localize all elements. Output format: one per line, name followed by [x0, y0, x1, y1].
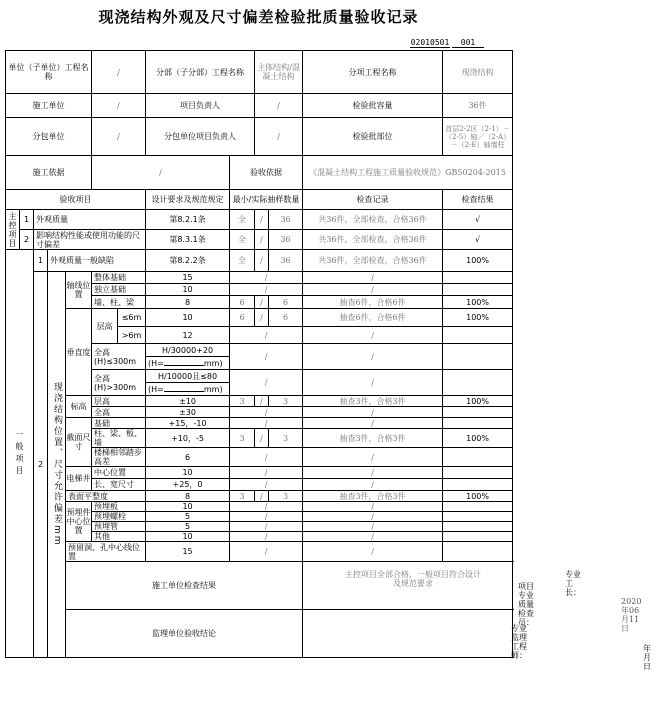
vertical-design: 12: [146, 327, 230, 344]
elevator-design: 10: [146, 467, 230, 479]
record-code: [410, 38, 484, 48]
section-design: +15，-10: [146, 418, 230, 429]
axis-min: 6: [230, 296, 255, 309]
axis-sample: /: [230, 272, 303, 284]
basis-value: /: [92, 156, 230, 190]
axis-label: 轴线位置: [66, 272, 92, 309]
embedded-record: /: [303, 512, 443, 522]
total-height-formula: [146, 357, 230, 370]
flatness-name: 表面平整度: [66, 491, 146, 502]
main-label: 主控项目: [6, 210, 20, 250]
h-open: (H=: [148, 358, 164, 368]
elevator-record: /: [303, 479, 443, 491]
h-open: (H=: [148, 384, 164, 394]
header-row-3: [6, 118, 513, 156]
axis-record: 抽查6件，合格6件: [303, 296, 443, 309]
page-title: 现浇结构外观及尺寸偏差检验批质量验收记录: [98, 8, 419, 26]
item-label: 分项工程名称: [303, 51, 443, 94]
axis-sample: /: [230, 284, 303, 296]
sub-label: 分部（子分部）工程名称: [146, 51, 255, 94]
general-min: 全: [230, 250, 255, 272]
section-record: 抽查3件，合格3件: [303, 429, 443, 448]
general-label: 一般项目: [6, 250, 34, 658]
axis-name: 独立基础: [92, 284, 146, 296]
pm-value: /: [255, 94, 303, 118]
elevation-sample: /: [230, 407, 303, 418]
elevation-name: 层高: [92, 396, 146, 407]
elevation-act: 3: [269, 396, 303, 407]
main-name: 外观质量: [34, 210, 146, 230]
constructor-value: /: [92, 94, 146, 118]
main-act: 36: [269, 230, 303, 250]
elevation-row-1: [6, 396, 513, 407]
sub-pm-label: 分包单位项目负责人: [146, 118, 255, 156]
embedded-design: 5: [146, 522, 230, 532]
elevation-result: [443, 407, 513, 418]
elevator-label: 电梯井: [66, 467, 92, 491]
inspection-table: [5, 50, 657, 671]
subcontractor-label: 分包单位: [6, 118, 92, 156]
embedded-result: [443, 522, 513, 532]
embedded-name: 预埋螺栓: [92, 512, 146, 522]
elevation-label: 标高: [66, 396, 92, 418]
embedded-record: /: [303, 532, 443, 542]
unit-label: 单位（子单位）工程名称: [6, 51, 92, 94]
elevation-min: 3: [230, 396, 255, 407]
embedded-name: 其他: [92, 532, 146, 542]
constructor-label: 施工单位: [6, 94, 92, 118]
basis-label: 施工依据: [6, 156, 92, 190]
embedded-name: 预埋管: [92, 522, 146, 532]
elevation-sep: /: [255, 396, 269, 407]
embedded-sample: /: [230, 532, 303, 542]
total-height-design: H/10000且≤80: [146, 370, 230, 383]
vertical-act: 6: [269, 309, 303, 327]
section-name: 柱、梁、板、墙: [92, 429, 146, 448]
axis-design: 10: [146, 284, 230, 296]
embedded-sample: /: [230, 512, 303, 522]
main-name: 影响结构性能或使用功能的尺寸偏差: [34, 230, 146, 250]
general-no: 1: [34, 250, 48, 272]
flatness-min: 3: [230, 491, 255, 502]
axis-result: 100%: [443, 296, 513, 309]
header-row-1: [6, 51, 513, 94]
section-record: /: [303, 418, 443, 429]
vertical-sample: /: [230, 327, 303, 344]
elevator-name: 长、宽尺寸: [92, 479, 146, 491]
elevator-design: +25，0: [146, 479, 230, 491]
section-record: /: [303, 448, 443, 467]
main-row-1: [6, 210, 513, 230]
subcontractor-value: /: [92, 118, 146, 156]
section-sample: /: [230, 418, 303, 429]
vertical-result: [443, 327, 513, 344]
vertical-name: >6m: [118, 327, 146, 344]
general-no-2: 2: [34, 272, 48, 658]
elevator-record: /: [303, 467, 443, 479]
main-record: 共36件，全部检查，合格36件: [303, 230, 443, 250]
vertical-min: 6: [230, 309, 255, 327]
general-record: 共36件，全部检查，合格36件: [303, 250, 443, 272]
elevation-result: 100%: [443, 396, 513, 407]
foreman-label: 专业工长：: [565, 570, 582, 597]
header-row-4: [6, 156, 513, 190]
item-value: 现浇结构: [443, 51, 513, 94]
axis-result: [443, 284, 513, 296]
axis-record: /: [303, 272, 443, 284]
general-sep: /: [255, 250, 269, 272]
sub-pm-value: /: [255, 118, 303, 156]
total-height-record: /: [303, 370, 443, 396]
total-height-formula: [146, 383, 230, 396]
elevation-design: ±10: [146, 396, 230, 407]
main-no: 1: [20, 210, 34, 230]
accept-basis-label: 验收依据: [230, 156, 303, 190]
story-height-label: 层高: [92, 309, 118, 344]
elevator-result: [443, 467, 513, 479]
col-item: 验收项目: [6, 190, 146, 210]
embedded-design: 10: [146, 532, 230, 542]
main-min: 全: [230, 230, 255, 250]
col-result: 检查结果: [443, 190, 513, 210]
hole-row: [6, 542, 513, 562]
engineer-label: 专业监理工程师：: [511, 624, 528, 660]
main-no: 2: [20, 230, 34, 250]
elevator-name: 中心位置: [92, 467, 146, 479]
section-result: [443, 418, 513, 429]
vertical-design: 10: [146, 309, 230, 327]
section-sep: /: [255, 429, 269, 448]
section-row-1: [6, 418, 513, 429]
embedded-sample: /: [230, 502, 303, 512]
embedded-name: 预埋板: [92, 502, 146, 512]
embedded-design: 5: [146, 512, 230, 522]
flatness-row: [6, 491, 513, 502]
hole-sample: /: [230, 542, 303, 562]
total-height-sample: /: [230, 370, 303, 396]
total-height-record: /: [303, 344, 443, 370]
record-serial: 001: [452, 38, 484, 48]
embedded-row-1: [6, 502, 513, 512]
total-height-name: 全高(H)>300m: [92, 370, 146, 396]
axis-record: /: [303, 284, 443, 296]
main-sep: /: [255, 210, 269, 230]
section-act: 3: [269, 429, 303, 448]
general-name: 外观质量一般缺陷: [48, 250, 146, 272]
main-min: 全: [230, 210, 255, 230]
total-height-result: [443, 370, 513, 396]
elevation-record: 抽查3件，合格3件: [303, 396, 443, 407]
capacity-label: 检验批容量: [303, 94, 443, 118]
embedded-result: [443, 532, 513, 542]
elevator-sample: /: [230, 467, 303, 479]
general-design: 第8.2.2条: [146, 250, 230, 272]
vertical-result: 100%: [443, 309, 513, 327]
total-height-name: 全高(H)≤300m: [92, 344, 146, 370]
flatness-result: 100%: [443, 491, 513, 502]
total-height-sample: /: [230, 344, 303, 370]
header-row-2: [6, 94, 513, 118]
general-row-1: [6, 250, 513, 272]
pm-label: 项目负责人: [146, 94, 255, 118]
capacity-value: 36件: [443, 94, 513, 118]
flatness-record: 抽查3件，合格3件: [303, 491, 443, 502]
supervision-row: [6, 610, 513, 658]
col-sample: 最小/实际抽样数量: [230, 190, 303, 210]
section-min: 3: [230, 429, 255, 448]
construction-text: 主控项目全部合格，一般项目符合设计及规范要求: [345, 570, 482, 588]
hole-record: /: [303, 542, 443, 562]
hole-name: 预留洞、孔中心线位置: [66, 542, 146, 562]
vertical-label: 垂直度: [66, 309, 92, 396]
main-sep: /: [255, 230, 269, 250]
unit-value: /: [92, 51, 146, 94]
vertical-record: /: [303, 327, 443, 344]
part-label: 检验批部位: [303, 118, 443, 156]
section-sample: /: [230, 448, 303, 467]
h-close: mm): [203, 384, 223, 394]
section-label: 截面尺寸: [66, 418, 92, 467]
elevator-result: [443, 479, 513, 491]
main-row-2: [6, 230, 513, 250]
accept-basis-value: 《混凝土结构工程施工质量验收规范》GB50204-2015: [303, 156, 513, 190]
axis-act: 6: [269, 296, 303, 309]
vertical-record: 抽查6件，合格6件: [303, 309, 443, 327]
flatness-act: 3: [269, 491, 303, 502]
section-name: 楼梯相邻踏步高差: [92, 448, 146, 467]
elevator-sample: /: [230, 479, 303, 491]
elevation-name: 全高: [92, 407, 146, 418]
elevation-design: ±30: [146, 407, 230, 418]
embedded-record: /: [303, 502, 443, 512]
axis-design: 15: [146, 272, 230, 284]
col-record: 检查记录: [303, 190, 443, 210]
general-act: 36: [269, 250, 303, 272]
main-record: 共36件，全部检查，合格36件: [303, 210, 443, 230]
embedded-design: 10: [146, 502, 230, 512]
col-design: 设计要求及规范规定: [146, 190, 230, 210]
vertical-name: ≤6m: [118, 309, 146, 327]
flatness-design: 8: [146, 491, 230, 502]
construction-label: 施工单位检查结果: [66, 562, 303, 610]
axis-row-1: [6, 272, 513, 284]
vertical-row-1: [6, 309, 513, 327]
axis-design: 8: [146, 296, 230, 309]
total-height-design: H/30000+20: [146, 344, 230, 357]
hole-design: 15: [146, 542, 230, 562]
construction-cell: [303, 562, 642, 633]
inspector-label: 项目专业质量检查员：: [518, 582, 535, 627]
axis-sep: /: [255, 296, 269, 309]
elevation-record: /: [303, 407, 443, 418]
main-design: 第8.2.1条: [146, 210, 230, 230]
axis-name: 墙、柱、梁: [92, 296, 146, 309]
construction-result-row: [6, 562, 513, 610]
vertical-sep: /: [255, 309, 269, 327]
h-blank[interactable]: [164, 365, 204, 366]
main-result: √: [443, 210, 513, 230]
hole-result: [443, 542, 513, 562]
elevator-row-1: [6, 467, 513, 479]
supervision-label: 监理单位验收结论: [66, 610, 303, 658]
section-result: 100%: [443, 429, 513, 448]
flatness-sep: /: [255, 491, 269, 502]
embedded-result: [443, 512, 513, 522]
inspection-date: 2020年06月11日: [621, 597, 642, 633]
axis-name: 整体基础: [92, 272, 146, 284]
section-design: 6: [146, 448, 230, 467]
column-header-row: [6, 190, 513, 210]
h-blank[interactable]: [164, 391, 204, 392]
embedded-result: [443, 502, 513, 512]
axis-result: [443, 272, 513, 284]
embedded-sample: /: [230, 522, 303, 532]
general-result: 100%: [443, 250, 513, 272]
h-close: mm): [203, 358, 223, 368]
embedded-label: 预埋件中心位置: [66, 502, 92, 542]
part-value: 首层2-2区（2-1）－（2-5）轴／（2-A）－（2-E）轴墙柱: [443, 118, 513, 156]
main-act: 36: [269, 210, 303, 230]
total-height-result: [443, 344, 513, 370]
record-number: 02010501: [410, 38, 450, 47]
section-design: +10，-5: [146, 429, 230, 448]
main-result: √: [443, 230, 513, 250]
embedded-record: /: [303, 522, 443, 532]
supervision-date: 年 月 日: [643, 644, 657, 671]
section-result: [443, 448, 513, 467]
sub-value: 主体结构/混凝土结构: [255, 51, 303, 94]
main-design: 第8.3.1条: [146, 230, 230, 250]
tolerance-group-label: 现浇结构位置、尺寸允许偏差mm: [48, 272, 66, 658]
section-name: 基础: [92, 418, 146, 429]
